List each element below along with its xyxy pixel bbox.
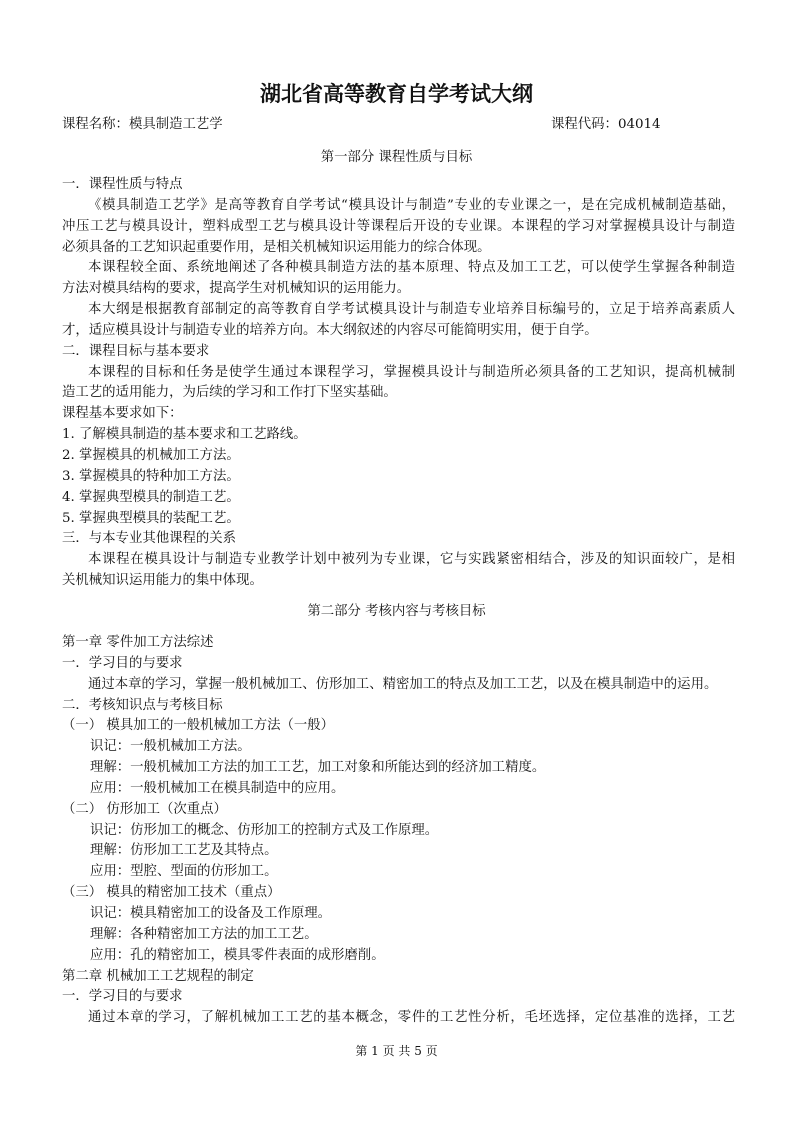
paragraph-line: 才，适应模具设计与制造专业的培养方向。本大纲叙述的内容尽可能简明实用，便于自学。 xyxy=(62,322,598,338)
paragraph-line: 通过本章的学习，了解机械加工工艺的基本概念，零件的工艺性分析，毛坯选择，定位基准的选择，工艺 xyxy=(88,1010,735,1026)
section-heading: 2. 掌握模具的机械加工方法。 xyxy=(62,447,240,463)
section-heading: 1. 了解模具制造的基本要求和工艺路线。 xyxy=(62,427,307,443)
paragraph-line: 方法对模具结构的要求，提高学生对机械知识的运用能力。 xyxy=(62,281,411,297)
objective-line: 理解：各种精密加工方法的加工工艺。 xyxy=(90,926,318,942)
document-title: 湖北省高等教育自学考试大纲 xyxy=(260,82,533,106)
section-heading: 二．课程目标与基本要求 xyxy=(62,343,210,359)
objective-line: 理解：一般机械加工方法的加工工艺，加工对象和所能达到的经济加工精度。 xyxy=(90,760,546,776)
section-heading: 一．学习目的与要求 xyxy=(62,989,183,1005)
section-heading: （二） 仿形加工（次重点） xyxy=(62,801,227,817)
course-code: 课程代码：04014 xyxy=(551,117,661,132)
objective-line: 识记：模具精密加工的设备及工作原理。 xyxy=(90,905,332,921)
page-footer: 第 1 页 共 5 页 xyxy=(355,1044,438,1058)
part1-body xyxy=(62,175,735,592)
paragraph-line: 造工艺的适用能力，为后续的学习和工作打下坚实基础。 xyxy=(62,385,397,401)
objective-line: 应用：型腔、型面的仿形加工。 xyxy=(90,864,278,880)
paragraph-line: 本课程在模具设计与制造专业教学计划中被列为专业课，它与实践紧密相结合，涉及的知识面较广，是相 xyxy=(88,552,735,568)
objective-line: 应用：孔的精密加工，模具零件表面的成形磨削。 xyxy=(90,947,385,963)
section-heading: 三．与本专业其他课程的关系 xyxy=(62,531,237,547)
section-heading: （一） 模具加工的一般机械加工方法（一般） xyxy=(62,718,335,734)
section-heading: 4. 掌握典型模具的制造工艺。 xyxy=(62,489,240,505)
objective-line: 理解：仿形加工工艺及其特点。 xyxy=(90,843,278,859)
part1-heading: 第一部分 课程性质与目标 xyxy=(320,150,473,165)
course-info xyxy=(62,113,735,133)
objective-line: 识记：仿形加工的概念、仿形加工的控制方式及工作原理。 xyxy=(90,822,439,838)
objective-line: 识记：一般机械加工方法。 xyxy=(90,739,251,755)
paragraph-line: 本课程较全面、系统地阐述了各种模具制造方法的基本原理、特点及加工工艺，可以使学生掌握各种制造 xyxy=(88,260,735,276)
paragraph-line: 本大纲是根据教育部制定的高等教育自学考试模具设计与制造专业培养目标编号的，立足于培养高素质人 xyxy=(88,302,735,318)
section-heading: 第一章 零件加工方法综述 xyxy=(62,635,214,650)
paragraph-line: 本课程的目标和任务是使学生通过本课程学习，掌握模具设计与制造所必须具备的工艺知识，提高机械制 xyxy=(88,364,735,380)
section-heading: （三） 模具的精密加工技术（重点） xyxy=(62,885,281,901)
paragraph-line: 必须具备的工艺知识起重要作用，是相关机械知识运用能力的综合体现。 xyxy=(62,239,491,255)
part2-body xyxy=(62,633,735,1029)
course-name: 课程名称：模具制造工艺学 xyxy=(62,117,223,132)
section-heading: 5. 掌握典型模具的装配工艺。 xyxy=(62,510,240,526)
section-heading: 第二章 机械加工工艺规程的制定 xyxy=(62,968,254,984)
section-heading: 3. 掌握模具的特种加工方法。 xyxy=(62,468,240,484)
objective-line: 应用：一般机械加工在模具制造中的应用。 xyxy=(90,780,345,796)
paragraph-line: 冲压工艺与模具设计，塑料成型工艺与模具设计等课程后开设的专业课。本课程的学习对掌握模具设计与制造 xyxy=(62,218,735,234)
section-heading: 二．考核知识点与考核目标 xyxy=(62,697,223,713)
paragraph-line: 《模具制造工艺学》是高等教育自学考试“模具设计与制造”专业的专业课之一，是在完成机械制造基础， xyxy=(88,197,735,213)
section-heading: 课程基本要求如下： xyxy=(62,406,183,422)
paragraph-line: 通过本章的学习，掌握一般机械加工、仿形加工、精密加工的特点及加工工艺，以及在模具制造中的运用。 xyxy=(88,676,718,692)
section-heading: 一．课程性质与特点 xyxy=(62,177,183,192)
section-heading: 一．学习目的与要求 xyxy=(62,655,183,671)
part2-heading: 第二部分 考核内容与考核目标 xyxy=(307,604,486,619)
paragraph-line: 关机械知识运用能力的集中体现。 xyxy=(62,573,263,589)
